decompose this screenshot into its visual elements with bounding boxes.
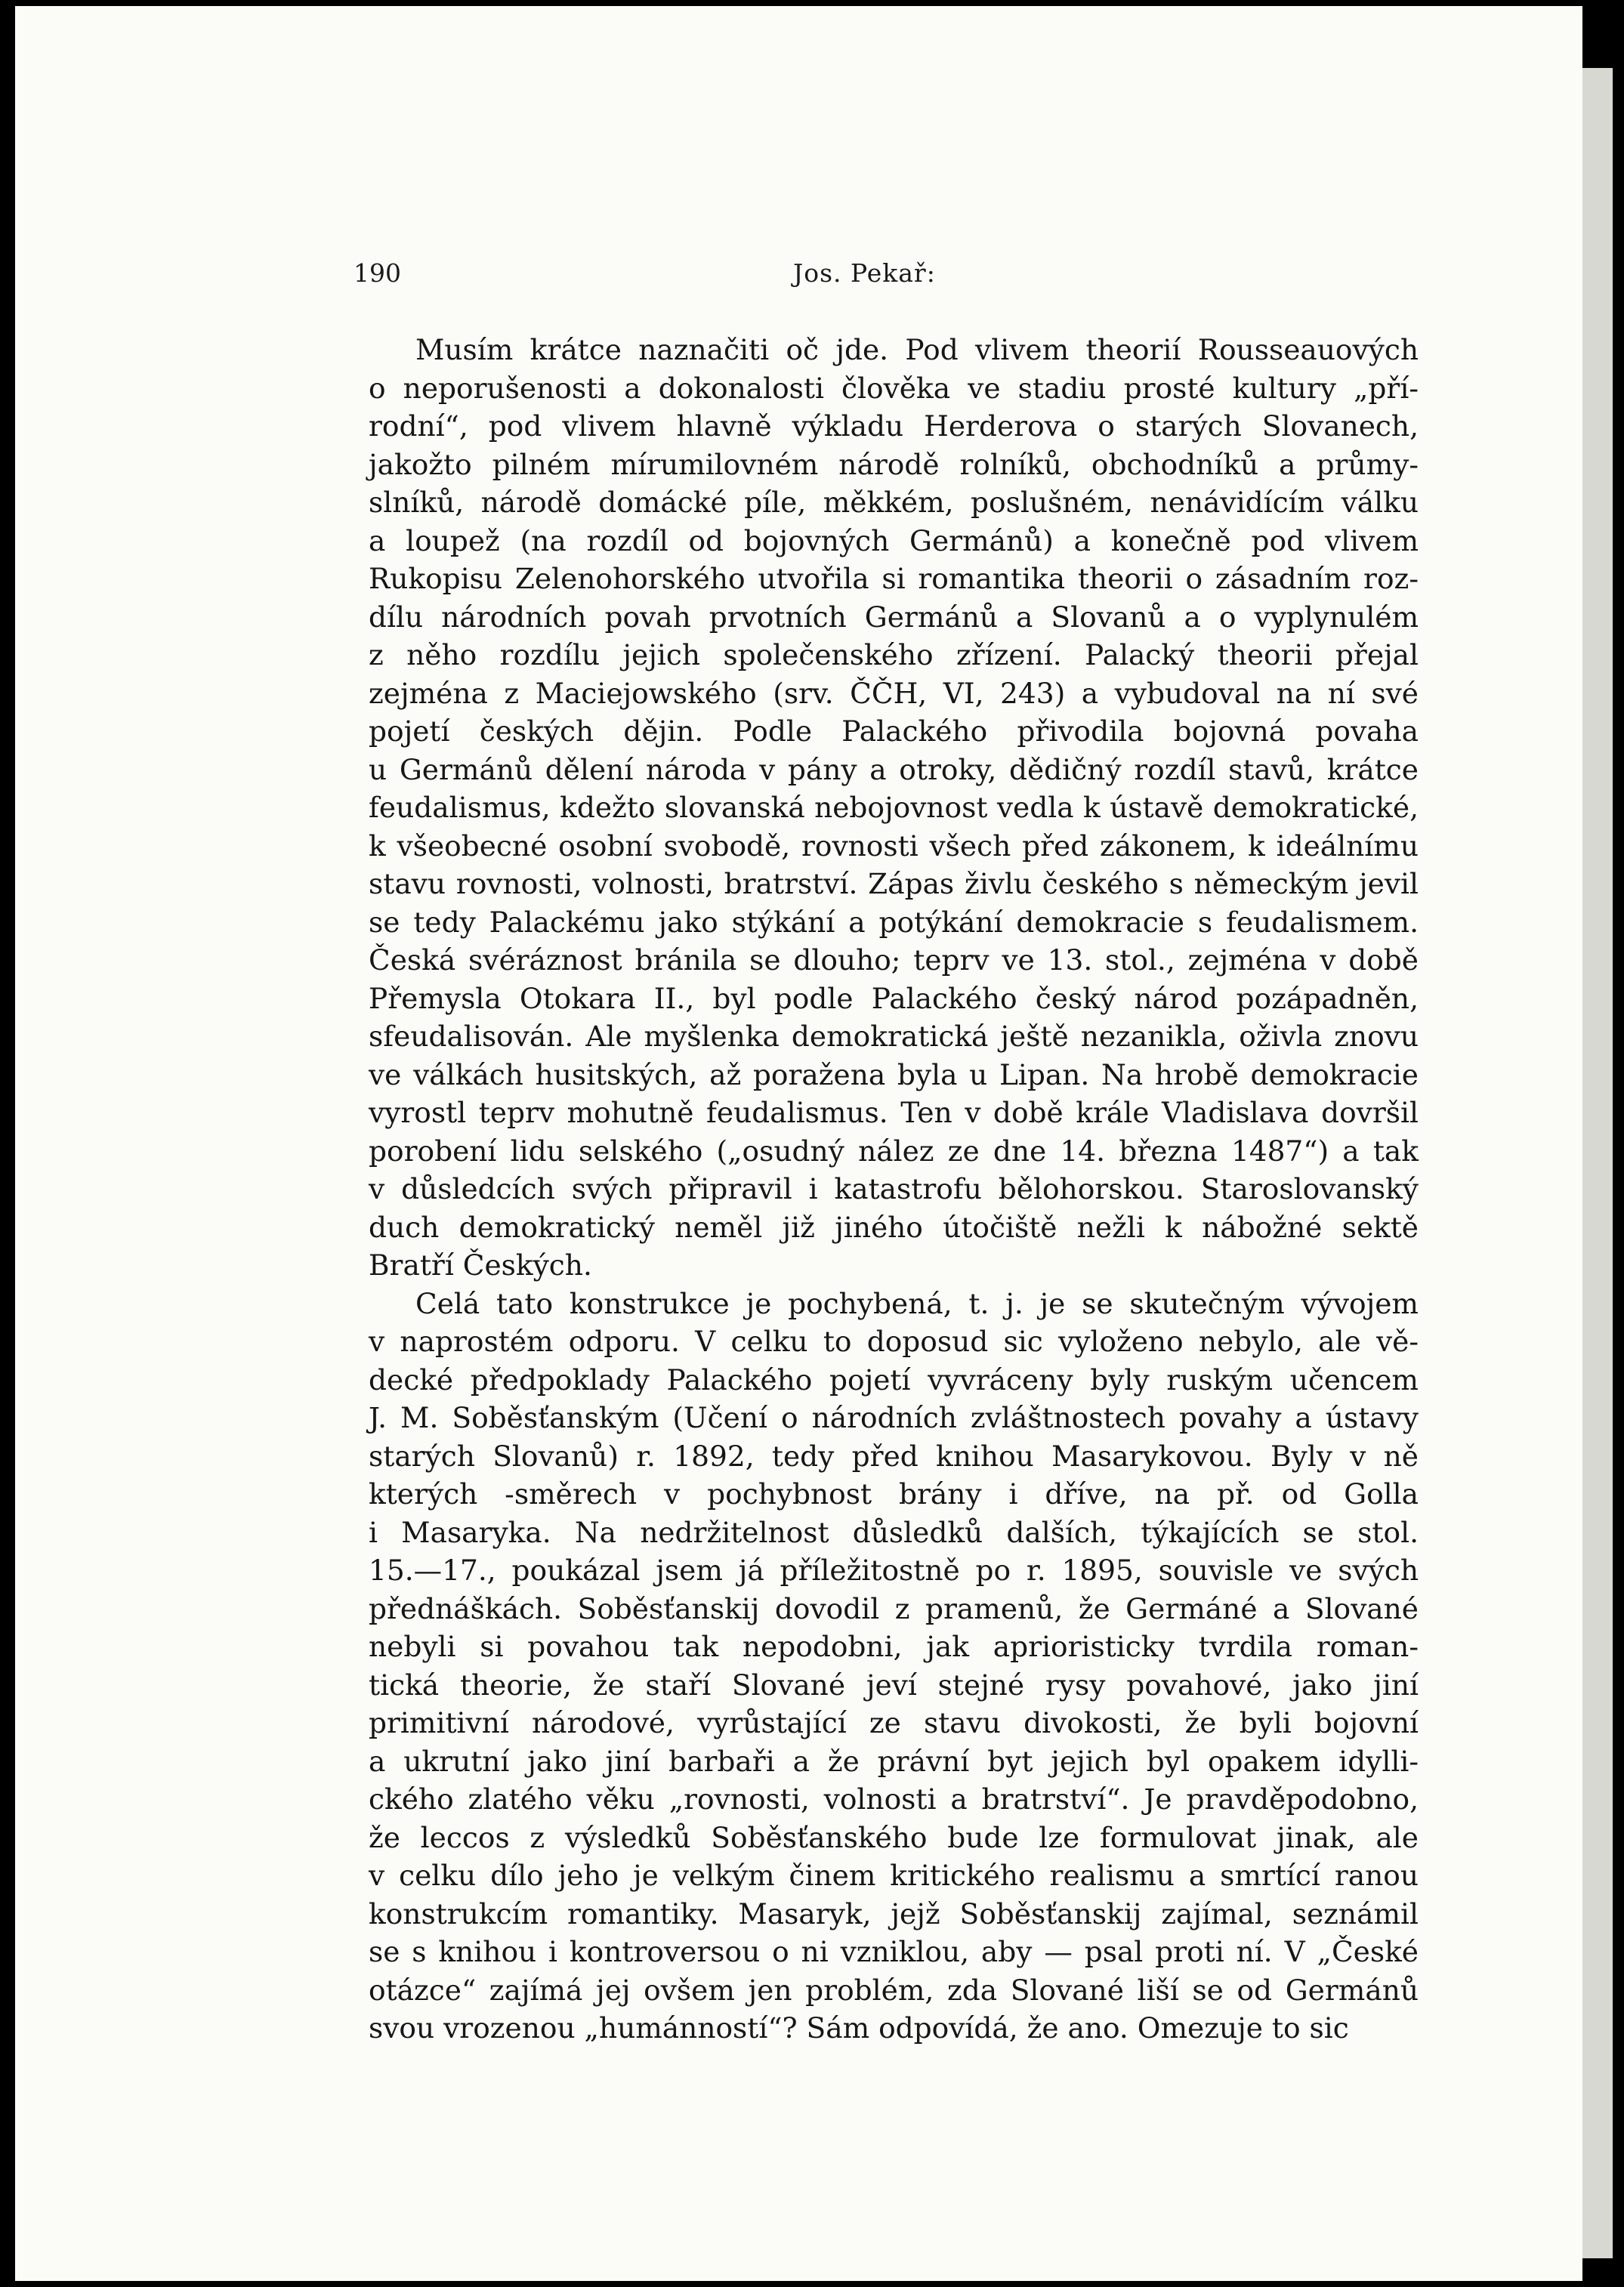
paragraph-2 xyxy=(369,1285,1419,2048)
text-line: decké předpoklady Palackého pojetí vyvráceny byly ruským učencem xyxy=(369,1363,1419,1397)
text-line: Celá tato konstrukce je pochybená, t. j. je se skutečným vývojem xyxy=(415,1286,1419,1320)
text-line: zejména z Maciejowského (srv. ČČH, VI, 243) a vybudoval na ní své xyxy=(369,676,1419,710)
text-line: slníků, národě domácké píle, měkkém, poslušném, nenávidícím válku xyxy=(369,486,1419,519)
page-edge-shadow xyxy=(1582,68,1613,2258)
paragraph-1 xyxy=(369,331,1419,1285)
text-line: stavu rovnosti, volnosti, bratrství. Zápas živlu českého s německým jevil xyxy=(369,867,1419,900)
text-line: rodní“, pod vlivem hlavně výkladu Herderova o starých Slovanech, xyxy=(369,409,1419,443)
text-line: ve válkách husitských, až poražena byla u Lipan. Na hrobě demokracie xyxy=(369,1057,1419,1091)
text-line: vyrostl teprv mohutně feudalismus. Ten v době krále Vladislava dovršil xyxy=(369,1096,1419,1129)
running-title: Jos. Pekař: xyxy=(793,258,936,288)
text-line: J. M. Soběsťanským (Učení o národních zvláštnostech povahy a ústavy xyxy=(369,1401,1419,1434)
text-line: starých Slovanů) r. 1892, tedy před knihou Masarykovou. Byly v ně xyxy=(369,1439,1419,1473)
text-line: Česká svéráznost bránila se dlouho; teprv ve 13. stol., zejména v době xyxy=(369,943,1419,977)
text-line: z něho rozdílu jejich společenského zřízení. Palacký theorii přejal xyxy=(369,638,1419,671)
text-line: 15.—17., poukázal jsem já příležitostně po r. 1895, souvisle ve svých xyxy=(369,1554,1419,1587)
text-line: dílu národních povah prvotních Germánů a Slovanů a o vyplynulém xyxy=(369,600,1419,634)
text-line: pojetí českých dějin. Podle Palackého přivodila bojovná povaha xyxy=(369,714,1419,748)
text-line: a loupež (na rozdíl od bojovných Germánů) a konečně pod vlivem xyxy=(369,523,1419,557)
text-line: a ukrutní jako jiní barbaři a že právní byt jejich byl opakem idylli- xyxy=(369,1744,1419,1778)
text-line: přednáškách. Soběsťanskij dovodil z pramenů, že Germáné a Slované xyxy=(369,1591,1419,1625)
text-line: k všeobecné osobní svobodě, rovnosti všech před zákonem, k ideálnímu xyxy=(369,829,1419,863)
text-line: Přemysla Otokara II., byl podle Palackého český národ pozápadněn, xyxy=(369,981,1419,1015)
text-line: sfeudalisován. Ale myšlenka demokratická ještě nezanikla, oživla znovu xyxy=(369,1020,1419,1053)
text-line: že leccos z výsledků Soběsťanského bude lze formulovat jinak, ale xyxy=(369,1820,1419,1854)
text-line: Bratří Českých. xyxy=(369,1248,592,1282)
text-line: se s knihou i kontroversou o ni vzniklou, aby — psal proti ní. V „České xyxy=(369,1935,1419,1968)
text-line: tická theorie, že staří Slované jeví stejné rysy povahové, jako jiní xyxy=(369,1668,1419,1702)
page-header xyxy=(354,249,1419,295)
text-line: o neporušenosti a dokonalosti člověka ve stadiu prosté kultury „pří- xyxy=(369,371,1419,405)
text-line: svou vrozenou „humánností“? Sám odpovídá, že ano. Omezuje to sic xyxy=(369,2011,1349,2045)
text-line: nebyli si povahou tak nepodobni, jak aprioristicky tvrdila roman- xyxy=(369,1630,1419,1663)
text-line: v důsledcích svých připravil i katastrofu bělohorskou. Staroslovanský xyxy=(369,1172,1419,1205)
text-line: porobení lidu selského („osudný nález ze dne 14. března 1487“) a tak xyxy=(369,1134,1419,1168)
text-line: v naprostém odporu. V celku to doposud sic vyloženo nebylo, ale vě- xyxy=(369,1325,1419,1358)
text-line: u Germánů dělení národa v pány a otroky, dědičný rozdíl stavů, krátce xyxy=(369,752,1419,786)
text-line: Musím krátce naznačiti oč jde. Pod vlivem theorií Rousseauových xyxy=(415,333,1419,366)
text-line: jakožto pilném mírumilovném národě rolníků, obchodníků a průmy- xyxy=(369,447,1419,481)
text-line: kterých -směrech v pochybnost brány i dříve, na př. od Golla xyxy=(369,1477,1419,1511)
text-line: i Masaryka. Na nedržitelnost důsledků dalších, týkajících se stol. xyxy=(369,1515,1419,1549)
text-line: se tedy Palackému jako stýkání a potýkání demokracie s feudalismem. xyxy=(369,905,1419,939)
text-line: v celku dílo jeho je velkým činem kritického realismu a smrtící ranou xyxy=(369,1859,1419,1892)
text-line: Rukopisu Zelenohorského utvořila si romantika theorii o zásadním roz- xyxy=(369,562,1419,595)
page-number: 190 xyxy=(354,258,401,288)
text-line: primitivní národové, vyrůstající ze stavu divokosti, že byli bojovní xyxy=(369,1706,1419,1739)
text-line: feudalismus, kdežto slovanská nebojovnost vedla k ústavě demokratické, xyxy=(369,791,1419,824)
body-text xyxy=(369,331,1419,2048)
text-line: duch demokratický neměl již jiného útočiště nežli k nábožné sektě xyxy=(369,1210,1419,1244)
text-line: otázce“ zajímá jej ovšem jen problém, zda Slované liší se od Germánů xyxy=(369,1973,1419,2007)
text-line: konstrukcím romantiky. Masaryk, jejž Soběsťanskij zajímal, seznámil xyxy=(369,1897,1419,1931)
text-line: ckého zlatého věku „rovnosti, volnosti a bratrství“. Je pravděpodobno, xyxy=(369,1782,1419,1816)
